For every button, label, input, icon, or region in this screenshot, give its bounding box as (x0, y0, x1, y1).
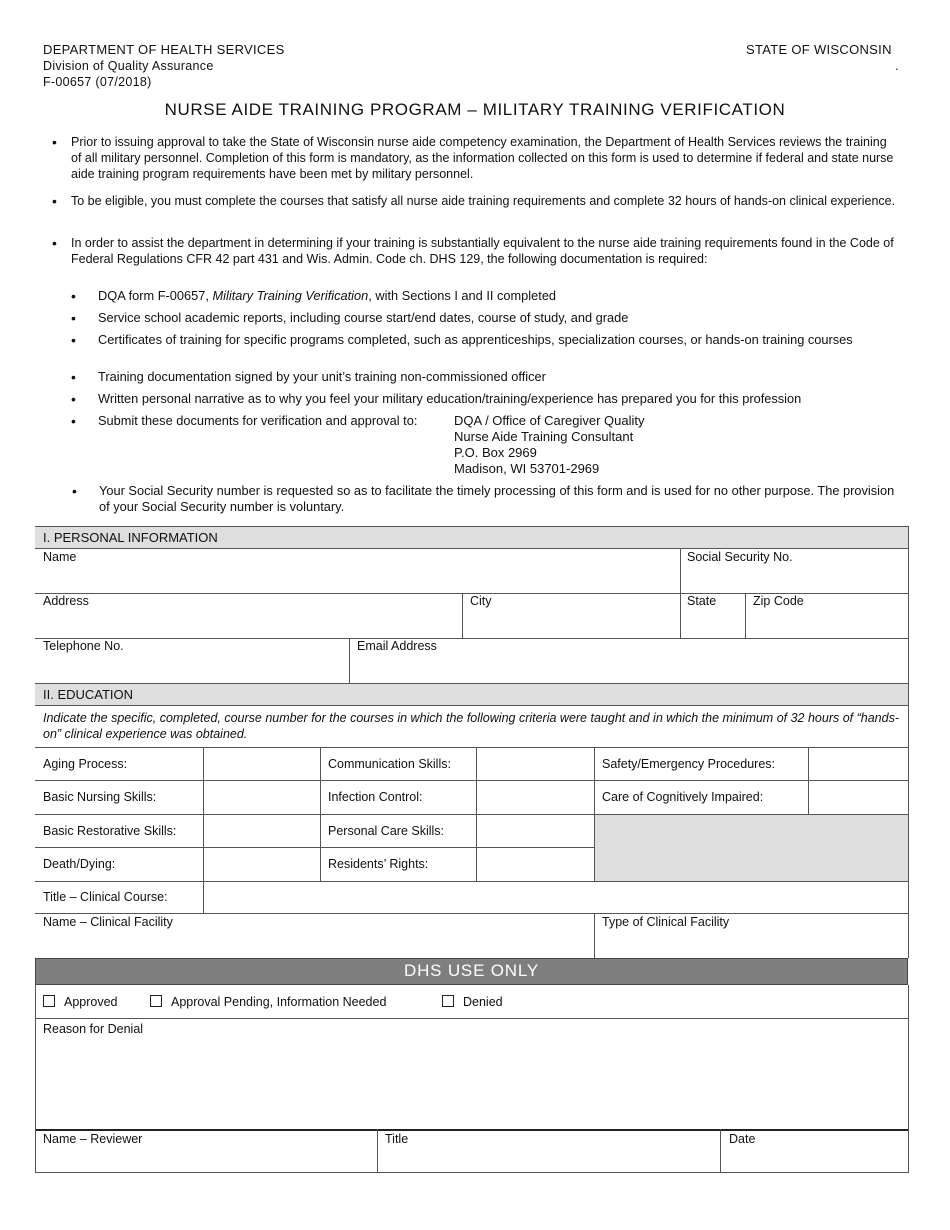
ssn-label: Social Security No. (687, 550, 793, 564)
type-facility-label: Type of Clinical Facility (602, 915, 730, 929)
reviewer-title-field[interactable] (379, 1149, 719, 1172)
residents-field[interactable] (477, 849, 593, 879)
title-clinical-field[interactable] (204, 883, 907, 912)
reason-field[interactable] (36, 1040, 907, 1128)
doc-bullet: • Service school academic reports, including course start/end dates, course of study, and grade (71, 310, 629, 326)
date-field[interactable] (722, 1149, 907, 1172)
aging-field[interactable] (204, 749, 318, 779)
pending-label: Approval Pending, Information Needed (171, 995, 387, 1009)
section1-heading: I. PERSONAL INFORMATION (43, 530, 218, 545)
reviewer-field[interactable] (36, 1149, 376, 1172)
safety-field[interactable] (809, 749, 907, 779)
doc-bullet: • Written personal narrative as to why you feel your military education/training/experience has prepared you for this profession (71, 391, 802, 407)
pending-checkbox[interactable] (150, 995, 162, 1007)
form-number: F-00657 (07/2018) (43, 75, 152, 89)
state-dot: . (895, 58, 899, 73)
cognitive-field[interactable] (809, 782, 907, 812)
address-field[interactable] (36, 610, 461, 637)
basic-nursing-label: Basic Nursing Skills: (43, 790, 157, 804)
state-name: STATE OF WISCONSIN (746, 42, 892, 57)
communication-label: Communication Skills: (328, 757, 451, 771)
doc-bullet: • Training documentation signed by your unit’s training non-commissioned officer (71, 369, 546, 385)
doc-bullet: • DQA form F-00657, Military Training Verification, with Sections I and II completed (71, 288, 557, 304)
city-label: City (470, 594, 492, 608)
name-label: Name (43, 550, 77, 564)
zip-field[interactable] (746, 610, 907, 637)
cognitive-label: Care of Cognitively Impaired: (602, 790, 764, 804)
name-field[interactable] (36, 566, 679, 592)
state-field[interactable] (681, 610, 744, 637)
dhs-heading: DHS USE ONLY (404, 961, 539, 980)
page-title: NURSE AIDE TRAINING PROGRAM – MILITARY TRAINING VERIFICATION (164, 100, 786, 119)
phone-label: Telephone No. (43, 639, 124, 653)
address-label: Address (43, 594, 89, 608)
education-instructions: Indicate the specific, completed, course number for the courses in which the following criteria were taught and in which the minimum of 32 hours of “hands-on” clinical experience was obtained. (43, 711, 899, 741)
ssn-field[interactable] (681, 566, 907, 592)
aging-label: Aging Process: (43, 757, 128, 771)
bullet-text: In order to assist the department in determining if your training is substantially equivalent to the nurse aide training requirements found in the Code of Federal Regulations CFR 42 part 431 and Wis. Admin. Code ch. DHS 129, the following documentation is required: (71, 236, 894, 266)
restorative-field[interactable] (204, 816, 318, 846)
unused-cell (595, 815, 908, 881)
email-label: Email Address (357, 639, 437, 653)
pending-option[interactable] (150, 995, 386, 1009)
email-field[interactable] (350, 655, 907, 682)
personal-care-label: Personal Care Skills: (328, 824, 445, 838)
section2-heading: II. EDUCATION (43, 687, 134, 702)
denied-checkbox[interactable] (442, 995, 454, 1007)
communication-field[interactable] (477, 749, 593, 779)
doc-bullet: • Your Social Security number is requested so as to facilitate the timely processing of this form and is used for no other purpose. The provision of your Social Security number is voluntary. (72, 483, 895, 514)
division-name: Division of Quality Assurance (43, 59, 214, 73)
instruction-bullet: • In order to assist the department in determining if your training is substantially equivalent to the nurse aide training requirements found in the Code of Federal Regulations CFR 42 part 431 and Wis. Admin. Code ch. DHS 129, the following documentation is required: (52, 235, 894, 266)
title-clinical-label: Title – Clinical Course: (43, 890, 168, 904)
phone-field[interactable] (36, 655, 348, 682)
department-name: DEPARTMENT OF HEALTH SERVICES (43, 42, 285, 57)
name-facility-label: Name – Clinical Facility (43, 915, 173, 929)
death-field[interactable] (204, 849, 318, 879)
type-facility-field[interactable] (595, 931, 907, 957)
death-label: Death/Dying: (43, 857, 116, 871)
approved-label: Approved (64, 995, 118, 1009)
personal-care-field[interactable] (477, 816, 593, 846)
bullet-text: Prior to issuing approval to take the State of Wisconsin nurse aide competency examination, the Department of Health Services reviews the training of all military personnel. Completion of this form is mandatory, as the information collected on this form is used to determine if federal and state nurse aide training program requirements have been met by military personnel. (71, 135, 894, 181)
approved-checkbox[interactable] (43, 995, 55, 1007)
section2-header-bg (35, 684, 908, 705)
denied-label: Denied (463, 995, 503, 1009)
name-facility-field[interactable] (36, 931, 593, 957)
state-label: State (687, 594, 717, 608)
instruction-bullet: • Prior to issuing approval to take the State of Wisconsin nurse aide competency examination, the Department of Health Services reviews the training of all military personnel. Completion of this form is mandatory, as the information collected on this form is used to determine if federal and state nurse aide training program requirements have been met by military personnel. (52, 134, 894, 181)
city-field[interactable] (463, 610, 679, 637)
residents-label: Residents’ Rights: (328, 857, 429, 871)
reviewer-label: Name – Reviewer (43, 1132, 143, 1146)
doc-bullet: • Submit these documents for verification and approval to: (71, 413, 418, 429)
reason-label: Reason for Denial (43, 1022, 144, 1036)
instruction-bullet: • To be eligible, you must complete the courses that satisfy all nurse aide training requirements and complete 32 hours of hands-on clinical experience. (52, 193, 896, 209)
infection-field[interactable] (477, 782, 593, 812)
basic-nursing-field[interactable] (204, 782, 318, 812)
safety-label: Safety/Emergency Procedures: (602, 757, 775, 771)
infection-label: Infection Control: (328, 790, 423, 804)
zip-label: Zip Code (753, 594, 804, 608)
restorative-label: Basic Restorative Skills: (43, 824, 177, 838)
doc-bullet: • Certificates of training for specific programs completed, such as apprenticeships, specialization courses, or hands-on training courses (71, 332, 853, 348)
reviewer-title-label: Title (385, 1132, 409, 1146)
bullet-text: To be eligible, you must complete the courses that satisfy all nurse aide training requirements and complete 32 hours of hands-on clinical experience. (71, 194, 896, 208)
mailing-address: DQA / Office of Caregiver Quality Nurse Aide Training Consultant P.O. Box 2969 Madison, WI 53701-2969 (454, 413, 645, 476)
approved-option[interactable] (43, 995, 118, 1009)
date-label: Date (729, 1132, 756, 1146)
denied-option[interactable] (442, 995, 503, 1009)
